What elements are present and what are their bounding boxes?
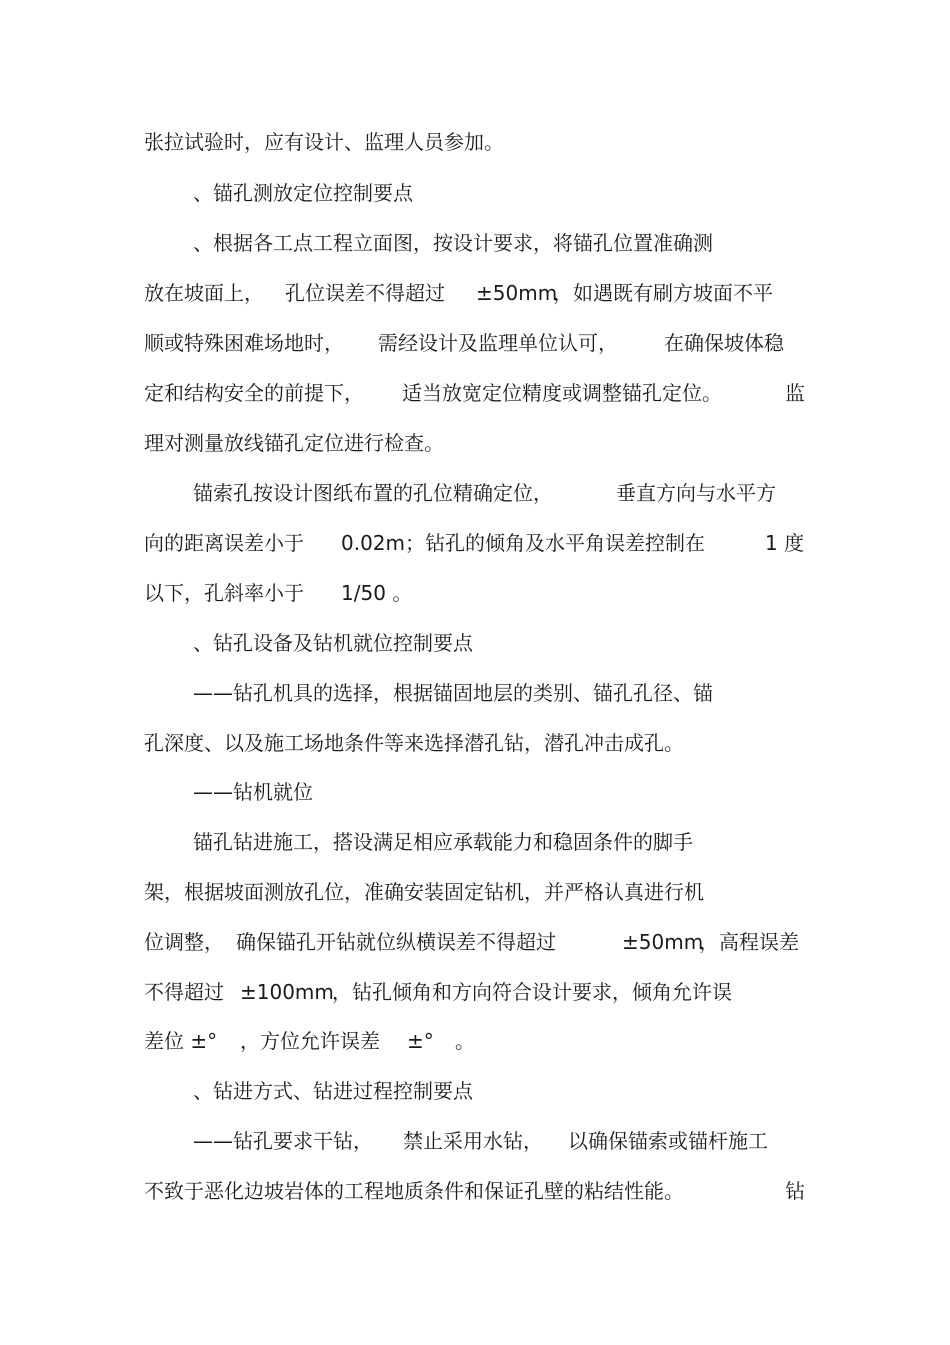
text-segment: 。 bbox=[455, 1029, 475, 1053]
text-segment: 位调整， bbox=[144, 930, 224, 954]
text-segment: 孔深度、以及施工场地条件等来选择潜孔钻，潜孔冲击成孔。 bbox=[144, 731, 684, 755]
text-segment: 顺或特殊困难场地时， bbox=[144, 331, 344, 355]
text-segment: ±50mm bbox=[476, 281, 558, 305]
text-line bbox=[0, 775, 950, 809]
text-line bbox=[0, 326, 950, 360]
text-segment: ，如遇既有刷方坡面不平 bbox=[553, 281, 773, 305]
text-line bbox=[0, 376, 950, 410]
text-line bbox=[0, 576, 950, 610]
text-line bbox=[0, 1124, 950, 1158]
text-segment: 监 bbox=[785, 381, 805, 405]
text-line bbox=[0, 726, 950, 760]
text-segment: 、根据各工点工程立面图，按设计要求，将锚孔位置准确测 bbox=[193, 231, 713, 255]
text-segment: 以确保锚索或锚杆施工 bbox=[568, 1129, 768, 1153]
text-line bbox=[0, 1174, 950, 1208]
text-line bbox=[0, 476, 950, 510]
text-segment: 差位 ±° bbox=[144, 1029, 218, 1053]
text-segment: 放在坡面上， bbox=[144, 281, 264, 305]
text-line bbox=[0, 125, 950, 159]
text-segment: 不致于恶化边坡岩体的工程地质条件和保证孔壁的粘结性能。 bbox=[144, 1179, 684, 1203]
text-segment: 锚索孔按设计图纸布置的孔位精确定位， bbox=[193, 481, 553, 505]
text-segment: ——钻孔机具的选择，根据锚固地层的类别、锚孔孔径、锚 bbox=[193, 681, 713, 705]
text-segment: 确保锚孔开钻就位纵横误差不得超过 bbox=[236, 930, 556, 954]
text-line bbox=[0, 526, 950, 560]
text-segment: 适当放宽定位精度或调整锚孔定位。 bbox=[402, 381, 722, 405]
text-segment: ，方位允许误差 bbox=[240, 1029, 380, 1053]
text-segment: ，钻孔倾角和方向符合设计要求，倾角允许误 bbox=[332, 980, 732, 1004]
text-segment: 需经设计及监理单位认可， bbox=[378, 331, 618, 355]
text-line bbox=[0, 925, 950, 959]
text-segment: ±° bbox=[407, 1029, 434, 1053]
text-segment: 架，根据坡面测放孔位，准确安装固定钻机，并严格认真进行机 bbox=[144, 880, 704, 904]
text-line bbox=[0, 1024, 950, 1058]
text-segment: 1 度 bbox=[765, 531, 805, 555]
text-segment: 0.02m；钻孔的倾角及水平角误差控制在 bbox=[341, 531, 706, 555]
text-segment: 垂直方向与水平方 bbox=[616, 481, 776, 505]
text-segment: ——钻机就位 bbox=[193, 780, 313, 804]
text-segment: 不得超过 bbox=[144, 980, 224, 1004]
text-segment: 在确保坡体稳 bbox=[664, 331, 784, 355]
text-segment: 钻 bbox=[785, 1179, 805, 1203]
text-segment: 禁止采用水钻， bbox=[403, 1129, 543, 1153]
text-segment: 向的距离误差小于 bbox=[144, 531, 304, 555]
text-line bbox=[0, 276, 950, 310]
text-segment: 理对测量放线锚孔定位进行检查。 bbox=[144, 431, 444, 455]
text-segment: ——钻孔要求干钻， bbox=[193, 1129, 373, 1153]
text-line bbox=[0, 875, 950, 909]
text-segment: 孔位误差不得超过 bbox=[285, 281, 445, 305]
section-heading bbox=[0, 1074, 950, 1108]
text-segment: 张拉试验时，应有设计、监理人员参加。 bbox=[144, 130, 504, 154]
text-segment: 锚孔钻进施工，搭设满足相应承载能力和稳固条件的脚手 bbox=[193, 830, 693, 854]
text-segment: 以下，孔斜率小于 bbox=[144, 581, 304, 605]
text-segment: 、钻孔设备及钻机就位控制要点 bbox=[193, 631, 473, 655]
text-segment: ，高程误差 bbox=[699, 930, 799, 954]
text-line bbox=[0, 975, 950, 1009]
text-segment: 1/50 。 bbox=[341, 581, 413, 605]
text-line bbox=[0, 676, 950, 710]
text-segment: 、钻进方式、钻进过程控制要点 bbox=[193, 1079, 473, 1103]
section-heading bbox=[0, 626, 950, 660]
text-line bbox=[0, 426, 950, 460]
section-heading bbox=[0, 176, 950, 210]
text-line bbox=[0, 226, 950, 260]
text-segment: ±50mm bbox=[622, 930, 704, 954]
text-segment: 、锚孔测放定位控制要点 bbox=[193, 181, 413, 205]
text-line bbox=[0, 825, 950, 859]
text-segment: 定和结构安全的前提下， bbox=[144, 381, 364, 405]
text-segment: ±100mm bbox=[240, 980, 334, 1004]
